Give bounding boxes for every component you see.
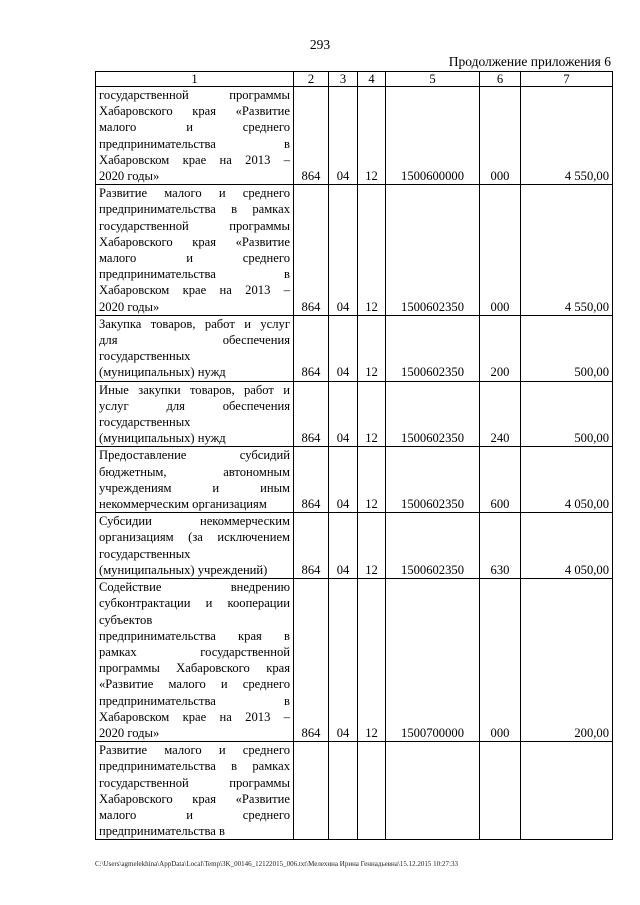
expense-item-name-line: Хабаровского края «Развитие bbox=[99, 104, 290, 119]
subsection-code: 12 bbox=[358, 513, 386, 579]
expense-item-name-line: предпринимательства в bbox=[99, 693, 290, 708]
table-body bbox=[96, 87, 613, 840]
expense-item-name-line: Содействие внедрению bbox=[99, 580, 290, 595]
column-header: 1 bbox=[96, 72, 294, 87]
subsection-code: 12 bbox=[358, 447, 386, 513]
grbs-code: 864 bbox=[294, 315, 329, 381]
table-row bbox=[96, 315, 613, 381]
expense-item-name-line: Развитие малого и среднего bbox=[99, 186, 290, 201]
grbs-code: 864 bbox=[294, 447, 329, 513]
target-article-code: 1500602350 bbox=[386, 185, 480, 316]
section-code bbox=[329, 742, 358, 840]
subsection-code: 12 bbox=[358, 87, 386, 185]
expense-item-name-line: рамках государственной bbox=[99, 644, 290, 659]
budget-table bbox=[95, 71, 613, 840]
expense-item-name-line: Хабаровского края «Развитие bbox=[99, 234, 290, 249]
expense-type-code: 630 bbox=[480, 513, 521, 579]
grbs-code: 864 bbox=[294, 579, 329, 742]
expense-item-name bbox=[96, 87, 294, 185]
amount: 200,00 bbox=[521, 579, 613, 742]
section-code: 04 bbox=[329, 87, 358, 185]
expense-item-name-line: некоммерческим организациям bbox=[99, 497, 267, 512]
expense-item-name-line: программы Хабаровского края bbox=[99, 661, 290, 676]
expense-item-name-line: Хабаровском крае на 2013 – bbox=[99, 283, 290, 298]
amount bbox=[521, 742, 613, 840]
column-header: 3 bbox=[329, 72, 358, 87]
expense-item-name-line: Хабаровском крае на 2013 – bbox=[99, 152, 290, 167]
target-article-code: 1500602350 bbox=[386, 513, 480, 579]
amount: 500,00 bbox=[521, 315, 613, 381]
section-code: 04 bbox=[329, 185, 358, 316]
table-row bbox=[96, 742, 613, 840]
page-number: 293 bbox=[309, 37, 331, 52]
expense-item-name-line: малого и среднего bbox=[99, 120, 290, 135]
column-header: 2 bbox=[294, 72, 329, 87]
expense-type-code bbox=[480, 742, 521, 840]
expense-item-name-line: «Развитие малого и среднего bbox=[99, 677, 290, 692]
expense-type-code: 000 bbox=[480, 87, 521, 185]
expense-item-name-line: 2020 годы» bbox=[99, 169, 160, 184]
amount: 4 050,00 bbox=[521, 447, 613, 513]
table-row bbox=[96, 447, 613, 513]
expense-type-code: 600 bbox=[480, 447, 521, 513]
expense-item-name-line: Хабаровского края «Развитие bbox=[99, 791, 290, 806]
expense-item-name-line: субконтрактации и кооперации bbox=[99, 596, 290, 611]
table-row bbox=[96, 87, 613, 185]
expense-item-name-line: (муниципальных) нужд bbox=[99, 365, 226, 380]
expense-item-name bbox=[96, 447, 294, 513]
expense-item-name-line: 2020 годы» bbox=[99, 299, 160, 314]
expense-item-name bbox=[96, 381, 294, 447]
expense-item-name-line: Субсидии некоммерческим bbox=[99, 514, 290, 529]
subsection-code bbox=[358, 742, 386, 840]
expense-item-name-line: предпринимательства в bbox=[99, 824, 225, 839]
grbs-code: 864 bbox=[294, 513, 329, 579]
expense-type-code: 000 bbox=[480, 185, 521, 316]
expense-item-name-line: для обеспечения bbox=[99, 333, 290, 348]
expense-item-name-line: Предоставление субсидий bbox=[99, 448, 290, 463]
target-article-code: 1500602350 bbox=[386, 447, 480, 513]
section-code: 04 bbox=[329, 447, 358, 513]
column-header: 5 bbox=[386, 72, 480, 87]
expense-item-name bbox=[96, 185, 294, 316]
column-header: 6 bbox=[480, 72, 521, 87]
expense-item-name-line: (муниципальных) нужд bbox=[99, 431, 226, 446]
target-article-code: 1500602350 bbox=[386, 315, 480, 381]
expense-item-name-line: предпринимательства в рамках bbox=[99, 759, 290, 774]
expense-item-name-line: Развитие малого и среднего bbox=[99, 743, 290, 758]
expense-item-name-line: государственной программы bbox=[99, 218, 290, 233]
grbs-code bbox=[294, 742, 329, 840]
column-header: 7 bbox=[521, 72, 613, 87]
amount: 4 550,00 bbox=[521, 87, 613, 185]
target-article-code: 1500600000 bbox=[386, 87, 480, 185]
subsection-code: 12 bbox=[358, 185, 386, 316]
grbs-code: 864 bbox=[294, 87, 329, 185]
expense-item-name bbox=[96, 579, 294, 742]
table-header-row bbox=[96, 72, 613, 87]
subsection-code: 12 bbox=[358, 315, 386, 381]
expense-item-name-line: предпринимательства края в bbox=[99, 628, 290, 643]
expense-item-name bbox=[96, 742, 294, 840]
expense-item-name-line: Закупка товаров, работ и услуг bbox=[99, 316, 290, 331]
table-row bbox=[96, 381, 613, 447]
section-code: 04 bbox=[329, 315, 358, 381]
grbs-code: 864 bbox=[294, 185, 329, 316]
expense-item-name-line: Хабаровском крае на 2013 – bbox=[99, 709, 290, 724]
expense-item-name-line: предпринимательства в bbox=[99, 267, 290, 282]
expense-item-name-line: субъектов bbox=[99, 612, 153, 627]
expense-type-code: 240 bbox=[480, 381, 521, 447]
expense-type-code: 000 bbox=[480, 579, 521, 742]
subsection-code: 12 bbox=[358, 381, 386, 447]
expense-type-code: 200 bbox=[480, 315, 521, 381]
expense-item-name-line: предпринимательства в bbox=[99, 136, 290, 151]
appendix-continuation-caption: Продолжение приложения 6 bbox=[448, 54, 611, 69]
amount: 4 550,00 bbox=[521, 185, 613, 316]
expense-item-name-line: услуг для обеспечения bbox=[99, 398, 290, 413]
section-code: 04 bbox=[329, 579, 358, 742]
expense-item-name-line: государственных bbox=[99, 349, 191, 364]
amount: 500,00 bbox=[521, 381, 613, 447]
section-code: 04 bbox=[329, 381, 358, 447]
table-row bbox=[96, 185, 613, 316]
expense-item-name-line: малого и среднего bbox=[99, 251, 290, 266]
expense-item-name-line: государственной программы bbox=[99, 775, 290, 790]
amount: 4 050,00 bbox=[521, 513, 613, 579]
expense-item-name bbox=[96, 513, 294, 579]
table-row bbox=[96, 513, 613, 579]
expense-item-name-line: 2020 годы» bbox=[99, 725, 160, 740]
grbs-code: 864 bbox=[294, 381, 329, 447]
expense-item-name-line: Иные закупки товаров, работ и bbox=[99, 382, 290, 397]
target-article-code: 1500700000 bbox=[386, 579, 480, 742]
subsection-code: 12 bbox=[358, 579, 386, 742]
expense-item-name-line: государственной программы bbox=[99, 88, 290, 102]
file-path-footer: C:\Users\agmelekhina\AppData\Local\Temp\3K_00146_12122015_006.txt\Мелехина Ирина Геннадьевна\15.12.2015 10:27:33 bbox=[95, 860, 458, 868]
expense-item-name-line: государственных bbox=[99, 546, 191, 561]
expense-item-name-line: предпринимательства в рамках bbox=[99, 202, 290, 217]
column-header: 4 bbox=[358, 72, 386, 87]
expense-item-name-line: бюджетным, автономным bbox=[99, 464, 290, 479]
expense-item-name-line: организациям (за исключением bbox=[99, 530, 290, 545]
table-row bbox=[96, 579, 613, 742]
target-article-code bbox=[386, 742, 480, 840]
expense-item-name-line: (муниципальных) учреждений) bbox=[99, 562, 268, 577]
expense-item-name-line: малого и среднего bbox=[99, 807, 290, 822]
expense-item-name bbox=[96, 315, 294, 381]
expense-item-name-line: государственных bbox=[99, 415, 191, 430]
section-code: 04 bbox=[329, 513, 358, 579]
expense-item-name-line: учреждениям и иным bbox=[99, 480, 290, 495]
target-article-code: 1500602350 bbox=[386, 381, 480, 447]
